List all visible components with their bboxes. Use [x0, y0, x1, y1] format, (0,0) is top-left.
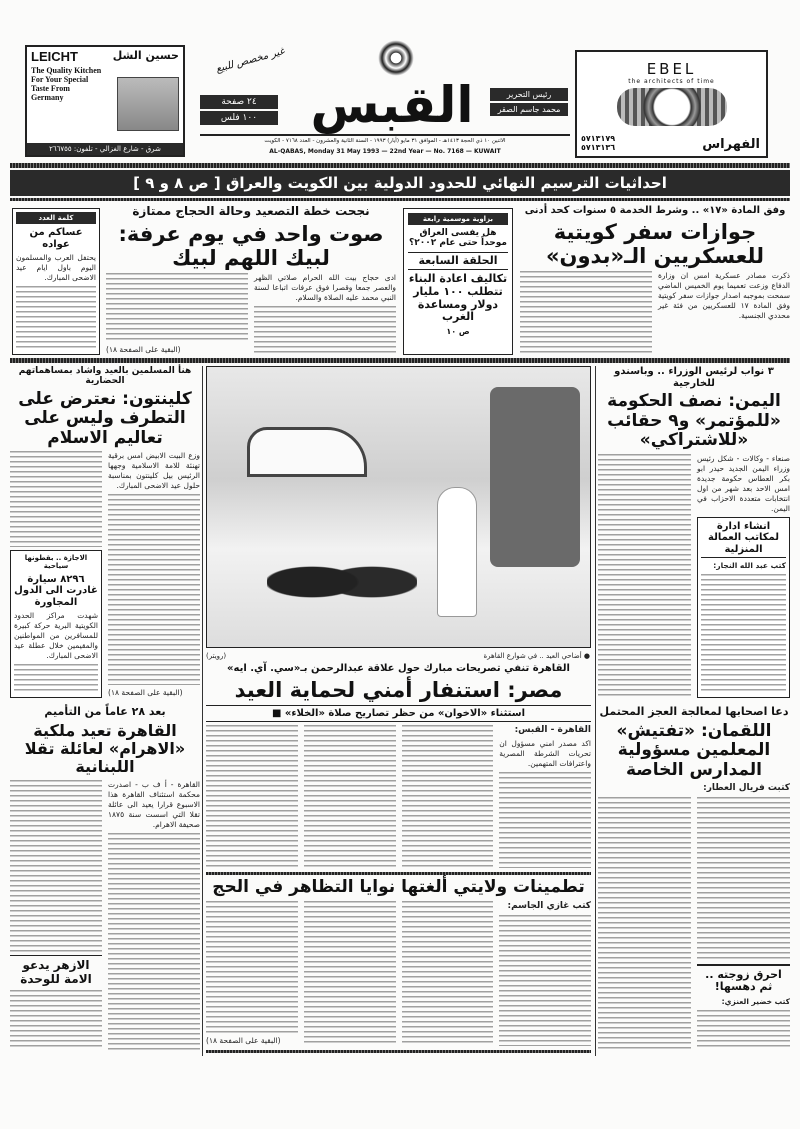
series-question: هل يفسى العراق موحداً حتى عام ٢٠٠٢؟ [409, 228, 507, 249]
photo-credit: (رويتر) [206, 652, 227, 660]
story-clinton [10, 366, 200, 698]
person-shape [437, 487, 477, 617]
lead: ادى حجاج بيت الله الحرام صلاتي الظهر والعصر جمعا وقصرا فوق عرفات اتباعا لسنة النبي محمد عليه الصلاة والسلام. [254, 273, 396, 303]
ad-leicht[interactable] [25, 45, 185, 157]
date-english: AL-QABAS, Monday 31 May 1993 — 22nd Year — No. 7168 — KUWAIT [269, 148, 501, 155]
headline: مصر: استنفار أمني لحماية العيد [234, 677, 563, 702]
not-for-sale-stamp: غير مخصص للبيع [214, 46, 286, 75]
car-shape [247, 427, 367, 477]
story-luqman [598, 706, 790, 1050]
text-column [499, 772, 591, 868]
price: ١٠٠ فلس [200, 111, 278, 125]
story-yemen [598, 366, 790, 698]
kicker: القاهرة تنفي تصريحات مبارك حول علاقة عبدالرحمن بـ«سي. آي. ايه» [227, 663, 570, 674]
ad-brand-ar: حسين الشل [112, 49, 179, 62]
headline: اليمن: نصف الحكومة «للمؤتمر» و٩ حقائب «للاشتراكي» [607, 391, 781, 451]
editor-label: رئيس التحرير [490, 88, 568, 101]
series-box [403, 208, 513, 355]
kitchen-image [117, 77, 179, 131]
story-ahram [10, 706, 200, 1050]
phone: ٥٧١٣١٧٩ [581, 134, 616, 143]
text-column [701, 574, 786, 694]
text-column [108, 833, 200, 1050]
story-iran [206, 878, 591, 1046]
text-column [206, 725, 298, 868]
ad-brand: LEICHT [31, 49, 78, 64]
text-column [106, 273, 248, 342]
ad-tagline: the architects of time [628, 78, 715, 85]
series-label: بزاوية موسمية رابعة [408, 213, 508, 225]
continued-ref: (البقية على الصفحة ١٨) [106, 345, 181, 354]
divider [206, 1050, 591, 1053]
divider [206, 872, 591, 875]
ad-tagline: Taste From [31, 84, 70, 93]
divider [10, 163, 790, 168]
continued-ref: (البقية على الصفحة ١٨) [206, 1036, 281, 1045]
text-column [10, 451, 102, 547]
kicker: بعد ٢٨ عاماً من التأميم [44, 705, 166, 718]
byline: كتب خضير العنزي: [721, 997, 790, 1006]
photo-eid-sheep [206, 366, 591, 648]
headline: كلينتون: نعترض على التطرف وليس على تعاليم الاسلام [18, 388, 192, 448]
box-burn [697, 964, 790, 1050]
kicker: ٣ نواب لرئيس الوزراء .. وباسندو للخارجية [614, 366, 774, 389]
lead: ذكرت مصادر عسكرية امس ان وزارة الدفاع وزعت تعميما يوم الخميس الماضي سمحت بموجبه اصدار جوازات سفر كويتية وفق المادة ١٧ للعسكريين من فئة غير محددي الجنسية. [658, 270, 790, 320]
divider [10, 198, 790, 201]
lead: صنعاء - وكالات - شكل رئيس وزراء اليمن الجديد حيدر ابو بكر العطاس حكومة جديدة امس الاحد بعد شهر من اول انتخابات متعددة الاحزاب في اليمن. [697, 453, 790, 513]
text-column [108, 494, 200, 685]
text-column [499, 915, 591, 1046]
text-column [520, 271, 652, 355]
lead: القاهرة - أ ف ب - اصدرت محكمة استئناف القاهرة هذا الاسبوع قرارا يعيد الى عائلة تقلا التي اسست سنة ١٨٧٥ صحيفة الاهرام. [108, 779, 200, 829]
ad-tagline: Germany [31, 93, 64, 102]
photo-caption: ● أضاحي العيد .. في شوارع القاهرة [483, 652, 590, 660]
kicker: نجحت خطة التصعيد وحالة الحجاج ممتازة [132, 204, 370, 218]
ad-tagline: For Your Special [31, 75, 89, 84]
ad-tagline: The Quality Kitchen [31, 66, 102, 75]
lead: يحتفل العرب والمسلمون اليوم باول ايام عيد الاضحى المبارك. [16, 253, 96, 283]
newspaper-logo: القبس [310, 76, 474, 134]
ad-brand: EBEL [646, 60, 697, 78]
text-column [14, 664, 98, 694]
box-label: كلمة العدد [16, 212, 96, 224]
headline: تطمينات ولايتي ألغتها نوايا التظاهر في الحج [212, 877, 585, 897]
dealer-logo: الفهراس [702, 137, 760, 152]
banner-headline: احداثيات الترسيم النهائي للحدود الدولية بين الكويت والعراق [ ص ٨ و ٩ ] [10, 170, 790, 196]
byline: كتب غازي الجاسم: [507, 900, 591, 911]
bus-shape [490, 387, 580, 567]
ad-footer: شرق - شارع الغزالي - تلفون: ٢٦٦٧٥٥ [27, 143, 183, 155]
column-rule [595, 366, 596, 1056]
text-column [16, 286, 96, 351]
masthead-rule [200, 134, 570, 136]
text-column [402, 901, 494, 1046]
text-column [697, 1010, 790, 1050]
story-azhar [10, 955, 102, 1050]
byline: كتب عبد الله النجار: [713, 561, 786, 571]
box-domestic-labor [697, 517, 790, 698]
box-title: ٨٢٩٦ سيارة غادرت الى الدول المجاورة [14, 573, 98, 608]
kicker: الاجازة .. بقطونها سياحية [24, 554, 88, 571]
page-ref: ص ١٠ [446, 326, 470, 336]
divider [10, 358, 790, 363]
story-passports [520, 205, 790, 355]
logo-emblem [378, 40, 414, 76]
text-column [402, 725, 494, 868]
text-column [598, 454, 691, 698]
series-title: تكاليف اعادة البناء تتطلب ١٠٠ مليار دولار ومساعدة الغرب [408, 272, 508, 324]
sheep-shape [267, 547, 417, 617]
text-column [304, 725, 396, 868]
box-title: عساكم من عواده [29, 227, 83, 250]
kicker: دعا اصحابها لمعالجة العجز المحتمل [599, 705, 789, 718]
text-column [206, 901, 298, 1033]
ad-ebel[interactable] [575, 50, 768, 158]
headline: اللقمان: «تفتيش» المعلمين مسؤولية المدارس الخاصة [616, 720, 772, 780]
text-column [598, 797, 691, 1050]
text-column [10, 780, 102, 953]
subhead-text: استثناء «الاخوان» من حظر تصاريح صلاة «الخلاء» [284, 707, 526, 719]
box-title: انشاء ادارة لمكاتب العمالة المنزلية [701, 521, 786, 559]
story-egypt [206, 663, 591, 868]
kicker: هنأ المسلمين بالعيد واشاد بمساهماتهم الحضارية [18, 366, 192, 387]
editor-name: محمد جاسم الصقر [490, 103, 568, 116]
story-hajj [106, 205, 396, 355]
headline: جوازات سفر كويتية للعسكريين الـ«بدون» [545, 219, 764, 268]
editor-box [490, 88, 568, 116]
dateline: القاهرة - القبس: [514, 725, 591, 736]
column-rule [202, 366, 203, 1056]
text-column [304, 901, 396, 1046]
headline: الازهر يدعو الامة للوحدة [20, 958, 92, 987]
series-part: الحلقة السابعة [408, 252, 508, 271]
text-column [10, 990, 102, 1050]
watch-image [617, 88, 727, 126]
box-cars [10, 550, 102, 698]
text-column [697, 797, 790, 960]
headline: القاهرة تعيد ملكية «الاهرام» لعائلة تقلا اللبنانية [24, 720, 186, 777]
phone-numbers [581, 134, 615, 152]
lead: اكد مصدر امني مسؤول ان تحريات الشرطة المصرية واعترافات المتهمين. [499, 739, 591, 769]
date-arabic: الاثنين ١٠ ذي الحجة ١٤١٣هـ - الموافق ٣١ مايو (أيار) ١٩٩٣ - السنة الثانية والعشرون - العدد ٧١٦٨ - الكويت [264, 138, 506, 144]
lead: وزع البيت الابيض امس برقية تهنئة للامة الاسلامية وجهها الرئيس بيل كلينتون بمناسبة حلول عيد الاضحى المبارك. [108, 451, 200, 491]
text-column [254, 306, 396, 355]
price-box [200, 95, 278, 125]
phone: ٥٧١٣١٣٦ [581, 143, 616, 152]
continued-ref: (البقية على الصفحة ١٨) [108, 688, 183, 697]
kicker: وفق المادة «١٧» .. وشرط الخدمة ٥ سنوات كحد أدنى [524, 205, 786, 216]
box-eid [12, 208, 100, 355]
headline: صوت واحد في يوم عرفة: لبيك اللهم لبيك [118, 221, 384, 270]
byline: كتبت فريال العطار: [703, 783, 790, 794]
page-count: ٢٤ صفحة [200, 95, 278, 109]
lead: شهدت مراكز الحدود الكويتية البرية حركة كبيرة للمسافرين من المواطنين والمقيمين خلال عطلة عيد الاضحى المبارك. [14, 611, 98, 660]
subhead: استثناء «الاخوان» من حظر تصاريح صلاة «الخلاء» ■ [206, 705, 591, 723]
box-title: احرق زوجته .. ثم دهسها! [705, 967, 782, 994]
